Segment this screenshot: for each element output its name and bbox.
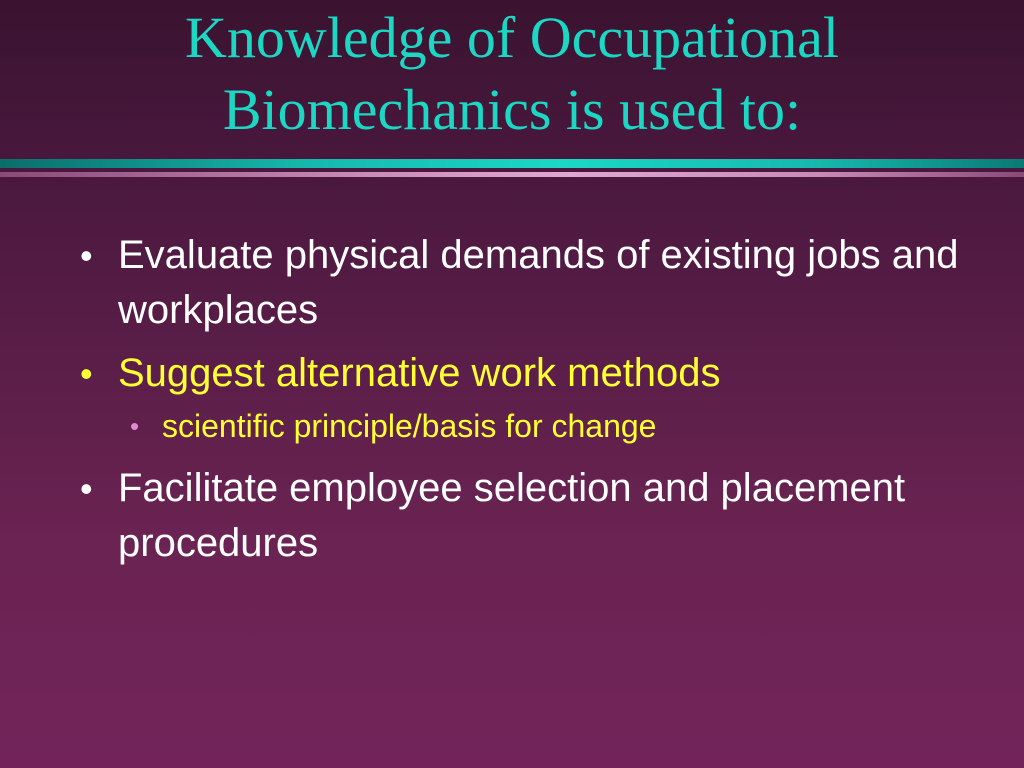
bullet-text: Facilitate employee selection and placement procedures	[118, 466, 906, 565]
bullet-item	[80, 228, 960, 338]
title-divider-pink	[0, 172, 1024, 177]
bullet-item	[80, 461, 960, 571]
bullet-marker: •	[80, 468, 93, 509]
sub-bullet-marker: •	[130, 411, 140, 441]
bullet-item-highlighted	[80, 346, 960, 401]
bullet-text: Evaluate physical demands of existing jobs and workplaces	[118, 233, 959, 332]
slide-title	[0, 2, 1024, 146]
title-divider-teal	[0, 159, 1024, 168]
bullet-marker: •	[80, 353, 93, 394]
bullet-list	[80, 228, 960, 579]
sub-bullet-item	[80, 401, 960, 451]
sub-bullet-text: scientific principle/basis for change	[162, 408, 657, 444]
title-line-2: Biomechanics is used to:	[222, 77, 802, 142]
bullet-text: Suggest alternative work methods	[118, 351, 721, 395]
bullet-marker: •	[80, 235, 93, 276]
title-line-1: Knowledge of Occupational	[185, 5, 839, 70]
